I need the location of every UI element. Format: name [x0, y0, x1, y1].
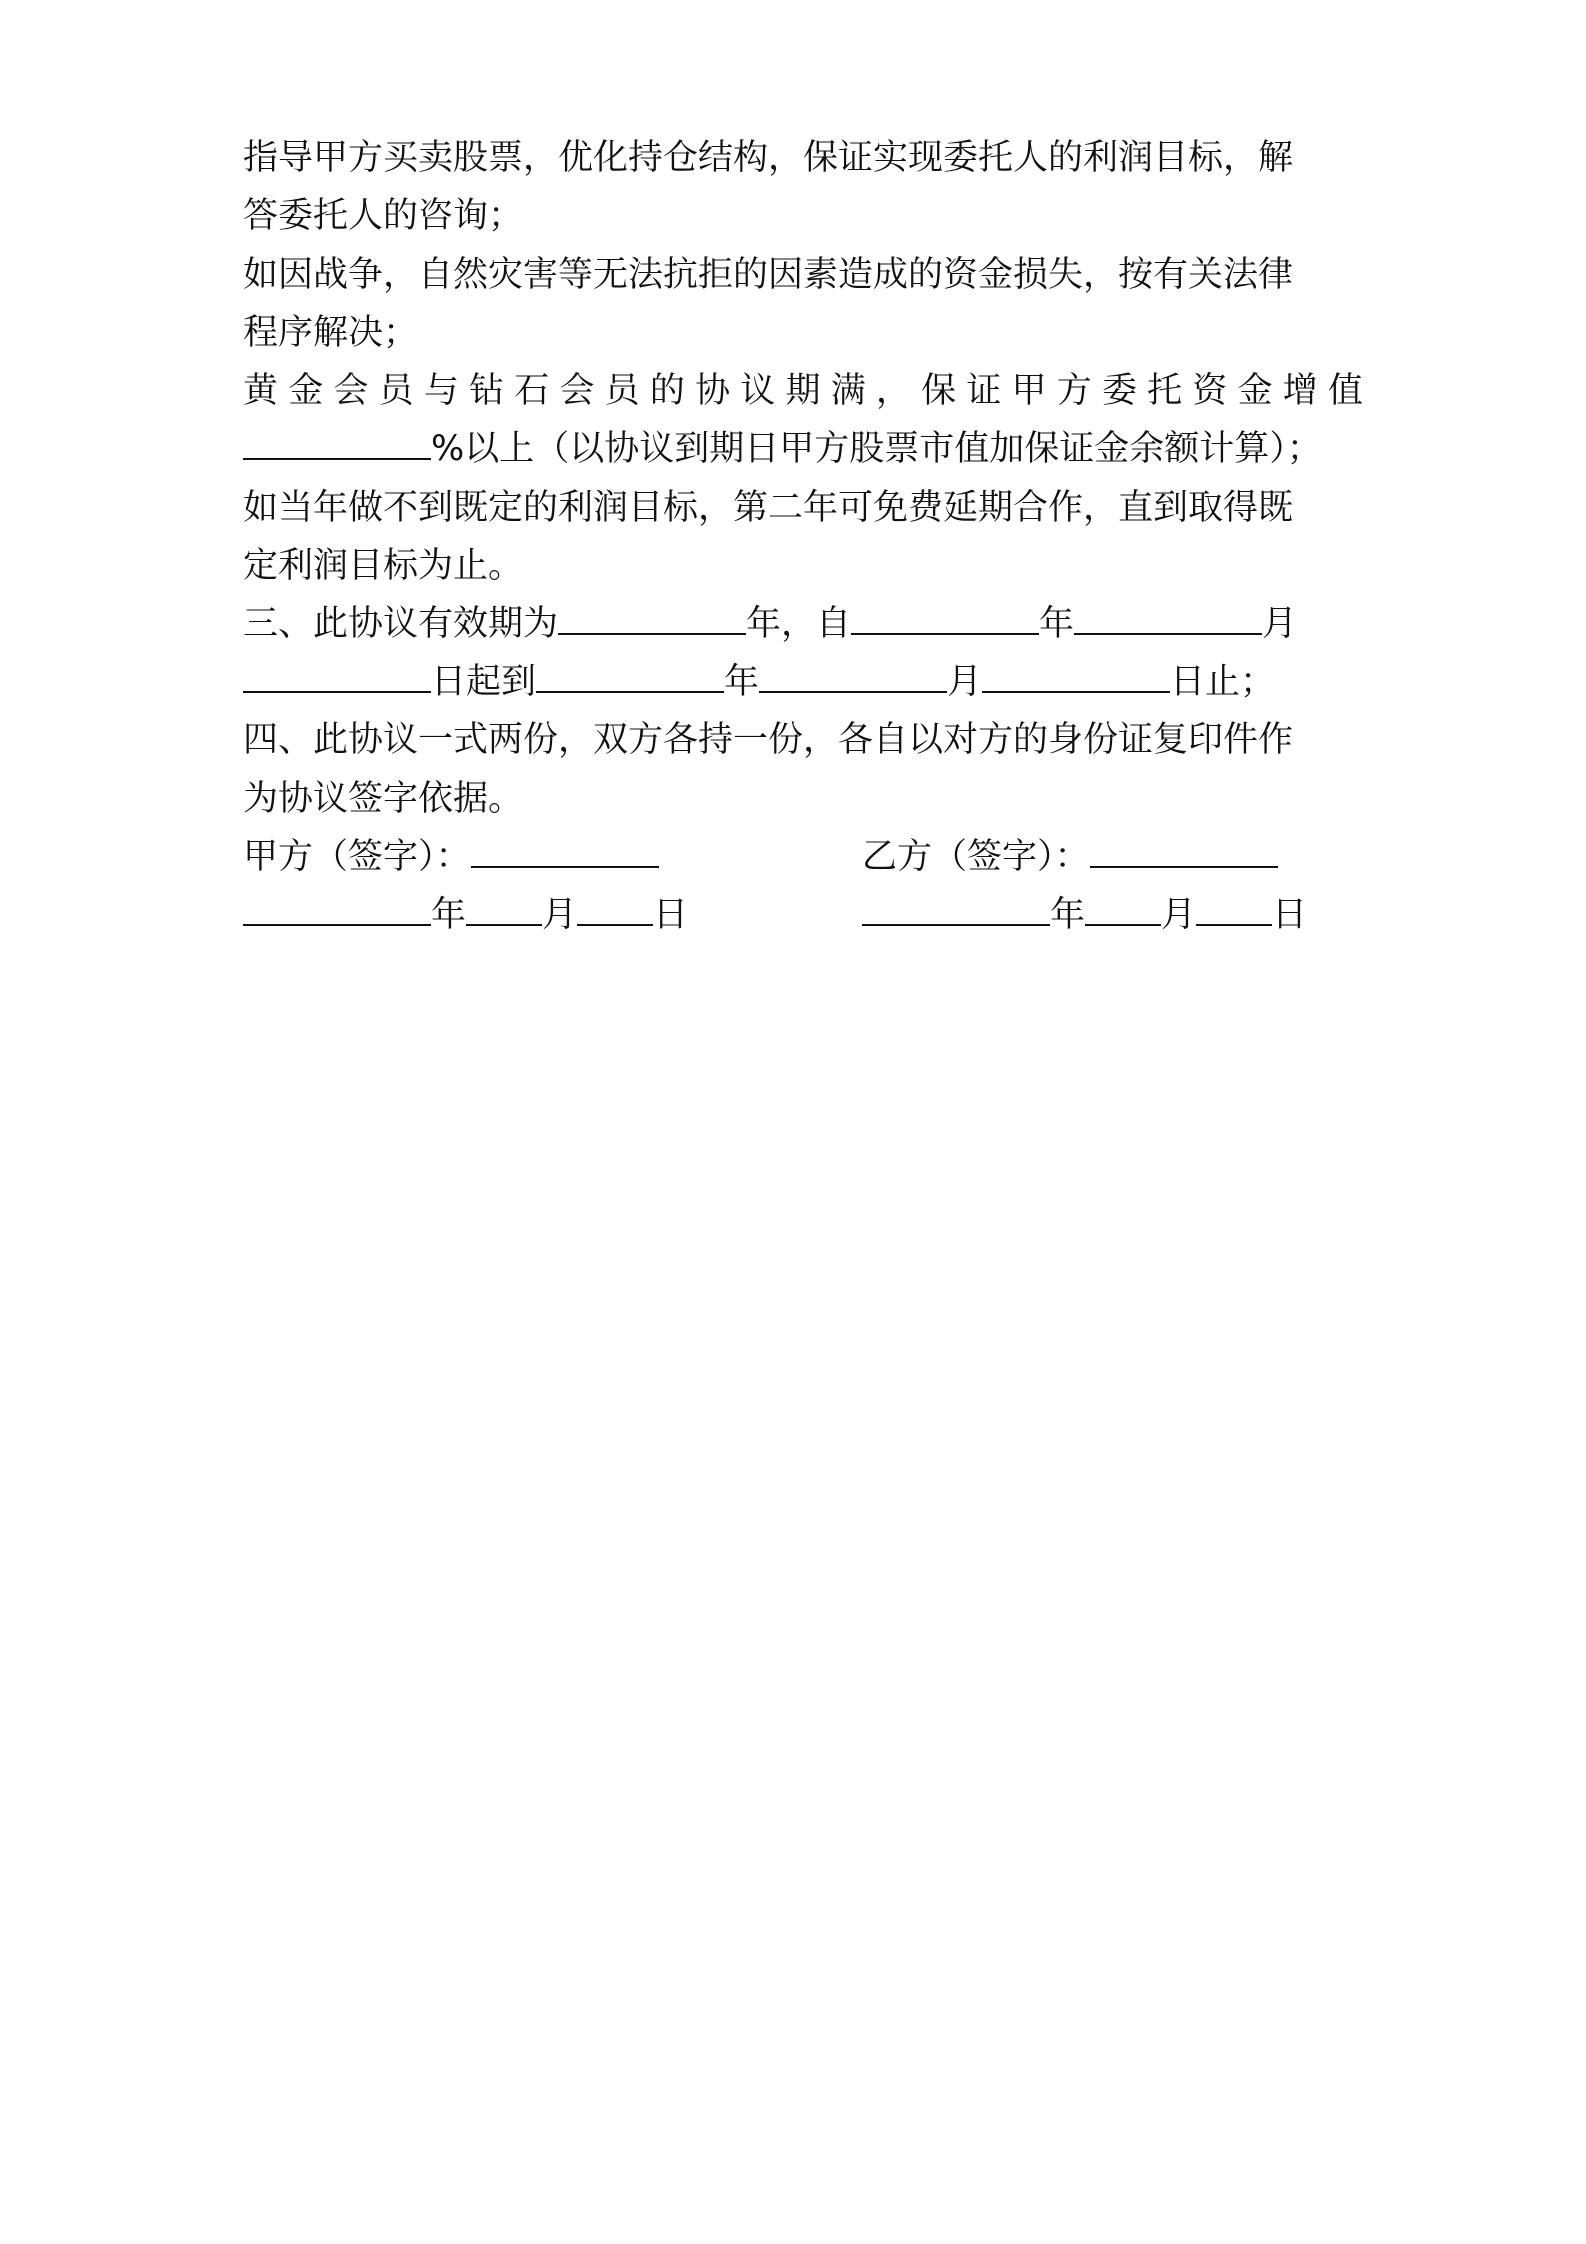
paragraph-4-line-2 — [243, 542, 1363, 590]
paragraph-text: 如因战争，自然灾害等无法抗拒的因素造成的资金损失，按有关法律 — [243, 255, 1294, 295]
paragraph-text: 答委托人的咨询； — [243, 196, 524, 236]
text-segment: 月 — [1262, 604, 1298, 644]
paragraph-3-line-2 — [243, 425, 1363, 473]
party-b-signature — [862, 833, 1278, 881]
text-segment: 月 — [947, 662, 983, 702]
paragraph-text: 如当年做不到既定的利润目标，第二年可免费延期合作，直到取得既 — [243, 488, 1294, 528]
text-segment: 日起到 — [431, 662, 537, 702]
month-label: 月 — [1161, 895, 1197, 935]
start-year-blank[interactable] — [851, 603, 1039, 635]
year-label: 年 — [1050, 895, 1086, 935]
party-b-label: 乙方（签字）： — [862, 837, 1090, 877]
percentage-blank[interactable] — [243, 428, 431, 460]
text-segment: 年 — [1039, 604, 1075, 644]
text-segment: 年 — [724, 662, 760, 702]
start-month-blank[interactable] — [1074, 603, 1262, 635]
party-b-date — [862, 891, 1307, 939]
paragraph-text: 指导甲方买卖股票，优化持仓结构，保证实现委托人的利润目标，解 — [243, 138, 1294, 178]
party-a-signature-blank[interactable] — [471, 836, 659, 868]
party-a-day-blank[interactable] — [577, 894, 653, 926]
party-b-month-blank[interactable] — [1085, 894, 1161, 926]
end-year-blank[interactable] — [536, 661, 724, 693]
paragraph-text: 四、此协议一式两份，双方各持一份，各自以对方的身份证复印件作 — [243, 720, 1294, 760]
party-b-year-blank[interactable] — [862, 894, 1050, 926]
paragraph-6-line-1 — [243, 716, 1363, 764]
paragraph-2-line-2 — [243, 309, 1363, 357]
paragraph-text: 为协议签字依据。 — [243, 779, 524, 819]
validity-line-2 — [243, 658, 1363, 706]
clause-3-label: 三、此协议有效期为 — [243, 604, 559, 644]
day-label: 日 — [653, 895, 689, 935]
year-label: 年 — [431, 895, 467, 935]
party-a-label: 甲方（签字）： — [243, 837, 471, 877]
party-a-date — [243, 891, 688, 939]
paragraph-text: 黄金会员与钻石会员的协议期满，保证甲方委托资金增值 — [243, 371, 1363, 411]
term-years-blank[interactable] — [558, 603, 746, 635]
paragraph-3-line-1 — [243, 367, 1363, 415]
paragraph-1-line-2 — [243, 192, 1363, 240]
paragraph-6-line-2 — [243, 775, 1363, 823]
party-b-day-blank[interactable] — [1196, 894, 1272, 926]
day-label: 日 — [1272, 895, 1308, 935]
month-label: 月 — [542, 895, 578, 935]
paragraph-text: %以上（以协议到期日甲方股票市值加保证金余额计算）； — [431, 429, 1322, 469]
party-a-month-blank[interactable] — [466, 894, 542, 926]
paragraph-1-line-1 — [243, 134, 1363, 182]
paragraph-text: 程序解决； — [243, 313, 419, 353]
text-segment: 年，自 — [746, 604, 852, 644]
end-day-blank[interactable] — [982, 661, 1170, 693]
party-a-year-blank[interactable] — [243, 894, 431, 926]
end-month-blank[interactable] — [759, 661, 947, 693]
paragraph-2-line-1 — [243, 251, 1363, 299]
paragraph-4-line-1 — [243, 484, 1363, 532]
party-a-signature — [243, 833, 659, 881]
text-segment: 日止； — [1170, 662, 1276, 702]
paragraph-text: 定利润目标为止。 — [243, 546, 524, 586]
validity-line-1 — [243, 600, 1363, 648]
party-b-signature-blank[interactable] — [1090, 836, 1278, 868]
start-day-blank[interactable] — [243, 661, 431, 693]
